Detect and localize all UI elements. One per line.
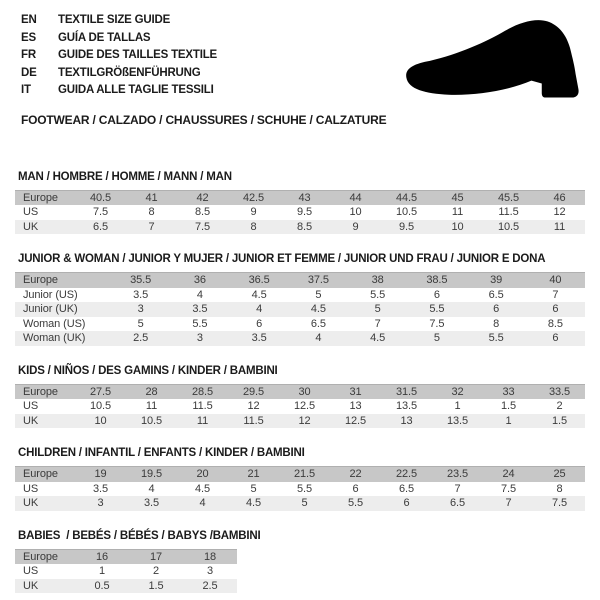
- size-cell: 3.5: [251, 332, 267, 344]
- size-cell: 5.5: [192, 317, 208, 330]
- size-cell: 5.5: [429, 303, 445, 315]
- language-code: FR: [21, 49, 36, 61]
- size-cell: 8: [250, 220, 257, 233]
- size-cell: 28: [145, 385, 158, 398]
- size-cell: 10: [94, 414, 107, 427]
- size-cell: 32: [451, 385, 464, 398]
- row-label: Junior (UK): [23, 303, 78, 315]
- language-text: GUIDA ALLE TAGLIE TESSILI: [58, 84, 214, 96]
- language-code: IT: [21, 84, 31, 96]
- size-cell: 40: [549, 274, 562, 286]
- size-cell: 36.5: [248, 274, 270, 286]
- row-label: Junior (US): [23, 288, 78, 301]
- table-block-junior-woman: [15, 253, 585, 346]
- size-cell: 22.5: [395, 468, 417, 480]
- size-cell: 1: [98, 565, 106, 577]
- table-title-kids: KIDS / NIÑOS / DES GAMINS / KINDER / BAMBINI: [18, 364, 278, 377]
- size-cell: 9: [352, 220, 359, 233]
- header-row: [15, 190, 585, 205]
- size-cell: 7: [552, 288, 559, 301]
- size-cell: 5: [433, 332, 440, 344]
- size-cell: 18: [203, 550, 217, 563]
- size-cell: 8.5: [547, 317, 563, 330]
- size-cell: 9: [250, 206, 257, 218]
- size-cell: 11.5: [192, 400, 213, 412]
- row-label: Woman (US): [23, 317, 86, 330]
- size-cell: 2.5: [202, 579, 218, 592]
- size-cell: 30: [298, 385, 311, 398]
- table-block-kids: [15, 365, 585, 429]
- size-cell: 1.5: [501, 400, 516, 412]
- size-cell: 0.5: [94, 579, 110, 592]
- size-cell: 4: [196, 288, 203, 301]
- size-cell: 6: [433, 288, 440, 301]
- size-cell: 11: [451, 206, 464, 218]
- size-cell: 7: [505, 497, 512, 509]
- size-cell: 6.5: [399, 482, 414, 495]
- size-cell: 11.5: [498, 206, 519, 218]
- row-label: UK: [23, 414, 39, 427]
- size-cell: 5: [137, 317, 144, 330]
- row-label: Europe: [23, 274, 58, 286]
- table-row: [15, 579, 237, 594]
- row-label: Europe: [23, 468, 58, 480]
- size-cell: 19.5: [140, 468, 162, 480]
- size-cell: 38: [371, 274, 384, 286]
- size-cell: 7.5: [552, 497, 567, 509]
- header-row: [15, 384, 585, 399]
- size-cell: 10: [451, 220, 464, 233]
- row-label: US: [23, 482, 39, 495]
- size-cell: 7.5: [501, 482, 516, 495]
- language-code: EN: [21, 14, 37, 26]
- size-cell: 5: [301, 497, 308, 509]
- size-cell: 5.5: [348, 497, 363, 509]
- size-cell: 10: [349, 206, 362, 218]
- size-cell: 6: [352, 482, 359, 495]
- size-table-children: [15, 466, 585, 511]
- size-cell: 43: [298, 191, 311, 204]
- size-cell: 5.5: [370, 288, 386, 301]
- size-cell: 7: [148, 220, 155, 233]
- size-cell: 4.5: [251, 288, 267, 301]
- size-cell: 5: [315, 288, 322, 301]
- size-cell: 13.5: [446, 414, 468, 427]
- size-cell: 12.5: [344, 414, 366, 427]
- size-cell: 10.5: [395, 206, 417, 218]
- table-row: [15, 288, 585, 303]
- size-cell: 22: [349, 468, 362, 480]
- size-cell: 6: [552, 332, 559, 344]
- size-cell: 6.5: [450, 497, 465, 509]
- table-row: [15, 302, 585, 317]
- row-label: US: [23, 400, 39, 412]
- size-cell: 4: [148, 482, 155, 495]
- row-label: Woman (UK): [23, 332, 86, 344]
- size-tables: [15, 171, 585, 594]
- language-text: GUIDE DES TAILLES TEXTILE: [58, 49, 217, 61]
- size-cell: 5.5: [297, 482, 312, 495]
- table-title-junior-woman: JUNIOR & WOMAN / JUNIOR Y MUJER / JUNIOR ET FEMME / JUNIOR UND FRAU / JUNIOR E DONA: [18, 253, 546, 265]
- size-cell: 6: [403, 497, 410, 509]
- size-cell: 29.5: [242, 385, 264, 398]
- size-cell: 20: [196, 468, 209, 480]
- row-label: Europe: [23, 385, 58, 398]
- size-cell: 3: [97, 497, 104, 509]
- header-row: [15, 273, 585, 288]
- size-table-babies: [15, 549, 237, 594]
- size-cell: 12: [553, 206, 566, 218]
- size-cell: 31.5: [395, 385, 417, 398]
- size-cell: 45.5: [497, 191, 519, 204]
- size-cell: 7: [374, 317, 381, 330]
- size-cell: 21: [247, 468, 260, 480]
- size-cell: 45: [451, 191, 464, 204]
- size-cell: 3.5: [192, 303, 208, 315]
- row-label: US: [23, 565, 39, 577]
- size-cell: 28.5: [191, 385, 213, 398]
- dress-shoe-icon: [396, 12, 586, 106]
- size-cell: 5.5: [488, 332, 504, 344]
- size-cell: 3.5: [93, 482, 108, 495]
- table-block-children: [15, 447, 585, 511]
- footwear-category-line: FOOTWEAR / CALZADO / CHAUSSURES / SCHUHE / CALZATURE: [21, 112, 387, 127]
- row-label: UK: [23, 220, 39, 233]
- table-row: [15, 331, 585, 346]
- size-cell: 12: [247, 400, 260, 412]
- table-title-babies: BABIES / BEBÉS / BÉBÉS / BABYS /BAMBINI: [18, 529, 261, 542]
- size-cell: 33.5: [548, 385, 570, 398]
- language-code: DE: [21, 66, 37, 79]
- row-label: Europe: [23, 550, 58, 563]
- size-cell: 8: [556, 482, 563, 495]
- size-cell: 37.5: [307, 274, 329, 286]
- size-cell: 6.5: [488, 288, 504, 301]
- size-cell: 10.5: [89, 400, 111, 412]
- size-cell: 42: [196, 191, 209, 204]
- size-cell: 3.5: [133, 288, 149, 301]
- size-cell: 7: [454, 482, 461, 495]
- table-title-man: MAN / HOMBRE / HOMME / MANN / MAN: [18, 170, 232, 183]
- size-cell: 7.5: [429, 317, 445, 330]
- size-cell: 35.5: [130, 274, 152, 286]
- size-cell: 4.5: [310, 303, 326, 315]
- size-cell: 11: [145, 400, 158, 412]
- size-cell: 36: [193, 274, 206, 286]
- size-cell: 21.5: [293, 468, 315, 480]
- table-row: [15, 317, 585, 332]
- size-cell: 7.5: [93, 206, 108, 218]
- size-cell: 11: [196, 414, 209, 427]
- size-cell: 40.5: [89, 191, 111, 204]
- row-label: Europe: [23, 191, 58, 204]
- size-cell: 12: [298, 414, 311, 427]
- size-cell: 4: [315, 332, 322, 344]
- size-cell: 8: [148, 206, 155, 218]
- size-cell: 6: [256, 317, 263, 330]
- size-cell: 2: [556, 400, 563, 412]
- size-cell: 3: [206, 565, 214, 577]
- size-cell: 2.5: [133, 332, 149, 344]
- size-cell: 13.5: [395, 400, 417, 412]
- size-cell: 27.5: [89, 385, 111, 398]
- size-cell: 42.5: [242, 191, 264, 204]
- size-cell: 16: [95, 550, 109, 563]
- size-cell: 10.5: [497, 220, 519, 233]
- size-cell: 7.5: [195, 220, 210, 233]
- size-cell: 1.5: [148, 579, 164, 592]
- size-cell: 8.5: [195, 206, 210, 218]
- row-label: US: [23, 206, 39, 218]
- size-cell: 25: [553, 468, 566, 480]
- size-cell: 6.5: [93, 220, 108, 233]
- size-cell: 31: [349, 385, 362, 398]
- language-text: TEXTILE SIZE GUIDE: [58, 14, 171, 26]
- size-cell: 11: [553, 220, 566, 233]
- header-row: [15, 549, 237, 564]
- table-row: [15, 399, 585, 414]
- table-row: [15, 482, 585, 497]
- size-cell: 6.5: [310, 317, 326, 330]
- size-cell: 11.5: [243, 414, 264, 427]
- size-table-junior-woman: [15, 272, 585, 346]
- size-cell: 1: [505, 414, 512, 427]
- size-cell: 13: [400, 414, 413, 427]
- row-label: UK: [23, 497, 39, 509]
- size-cell: 2: [152, 565, 160, 577]
- size-cell: 12.5: [293, 400, 315, 412]
- size-cell: 10.5: [140, 414, 162, 427]
- size-cell: 3: [196, 332, 203, 344]
- size-cell: 17: [149, 550, 163, 563]
- size-cell: 39: [490, 274, 503, 286]
- size-cell: 4: [199, 497, 206, 509]
- size-cell: 19: [94, 468, 107, 480]
- size-cell: 33: [502, 385, 515, 398]
- size-cell: 5: [250, 482, 257, 495]
- size-cell: 9.5: [399, 220, 414, 233]
- table-row: [15, 205, 585, 220]
- size-cell: 44.5: [395, 191, 417, 204]
- table-block-man: [15, 171, 585, 235]
- size-cell: 8: [493, 317, 500, 330]
- table-block-babies: [15, 530, 585, 594]
- size-cell: 9.5: [297, 206, 312, 218]
- table-row: [15, 564, 237, 579]
- size-cell: 46: [553, 191, 566, 204]
- size-cell: 6: [552, 303, 559, 315]
- size-cell: 1: [454, 400, 461, 412]
- table-row: [15, 414, 585, 429]
- size-cell: 1.5: [552, 414, 567, 427]
- language-text: TEXTILGRÖßENFÜHRUNG: [58, 66, 201, 79]
- size-cell: 8.5: [297, 220, 312, 233]
- size-table-man: [15, 190, 585, 235]
- size-cell: 24: [502, 468, 515, 480]
- size-cell: 3: [137, 303, 144, 315]
- size-cell: 41: [145, 191, 158, 204]
- size-cell: 3.5: [144, 497, 159, 509]
- size-cell: 6: [493, 303, 500, 315]
- size-table-kids: [15, 384, 585, 429]
- size-cell: 38.5: [426, 274, 448, 286]
- size-cell: 4: [256, 303, 263, 315]
- page-header: [15, 12, 585, 127]
- size-cell: 4.5: [195, 482, 210, 495]
- table-title-children: CHILDREN / INFANTIL / ENFANTS / KINDER / BAMBINI: [18, 447, 305, 459]
- size-cell: 13: [349, 400, 362, 412]
- language-code: ES: [21, 31, 36, 44]
- size-cell: 23.5: [446, 468, 468, 480]
- size-cell: 44: [349, 191, 362, 204]
- row-label: UK: [23, 579, 39, 592]
- language-text: GUÍA DE TALLAS: [58, 31, 151, 44]
- size-cell: 4.5: [370, 332, 386, 344]
- size-cell: 4.5: [246, 497, 261, 509]
- table-row: [15, 496, 585, 511]
- header-row: [15, 467, 585, 482]
- size-cell: 5: [374, 303, 381, 315]
- table-row: [15, 220, 585, 235]
